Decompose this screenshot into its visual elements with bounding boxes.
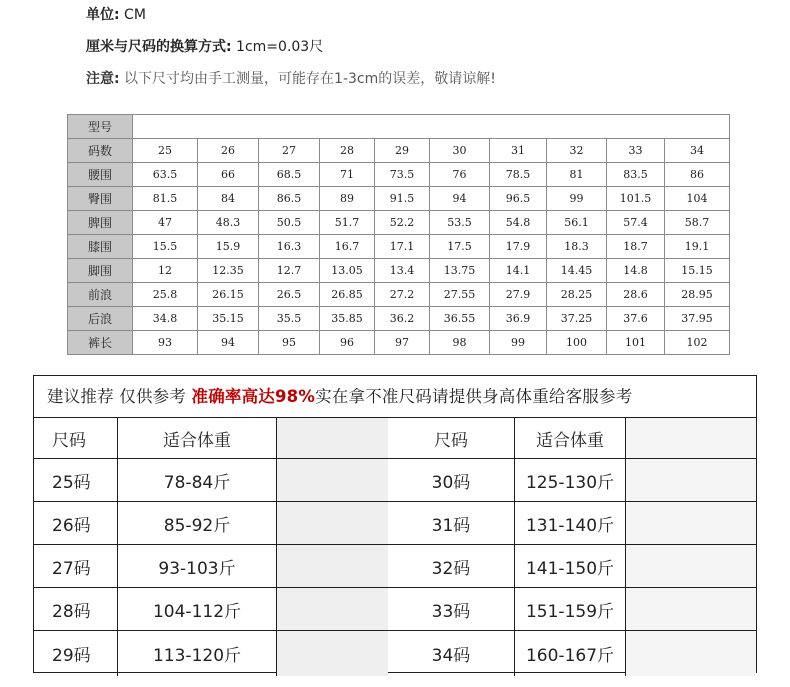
size-cell: 34.8 [133,307,198,331]
size-cell: 63.5 [133,163,198,187]
conversion-label: 厘米与尺码的换算方式: [86,39,232,55]
size-cell: 31 [490,139,547,163]
size-notes [86,8,496,86]
left-size-cell: 26码 [34,502,118,544]
size-cell: 48.3 [198,211,259,235]
right-weight-cell: 141-150斤 [515,545,626,587]
right-blank-cell [626,631,756,676]
size-cell: 14.45 [547,259,607,283]
size-row [68,163,730,187]
size-cell: 76 [430,163,490,187]
notice-text: 以下尺寸均由手工测量，可能存在1-3cm的误差，敬请谅解! [119,71,496,87]
left-weight-cell: 93-103斤 [118,545,277,587]
size-cell: 51.7 [320,211,375,235]
size-row [68,235,730,259]
left-size-cell: 27码 [34,545,118,587]
size-cell: 50.5 [259,211,320,235]
size-cell: 53.5 [430,211,490,235]
size-row [68,283,730,307]
size-cell: 27 [259,139,320,163]
size-cell: 17.9 [490,235,547,259]
size-cell: 99 [490,331,547,355]
size-cell: 27.9 [490,283,547,307]
recommendation-row [34,459,756,502]
size-cell: 19.1 [665,235,730,259]
size-cell: 30 [430,139,490,163]
size-cell: 36.55 [430,307,490,331]
size-cell: 83.5 [607,163,665,187]
size-cell: 26.85 [320,283,375,307]
left-blank-cell [277,418,388,458]
right-blank-cell [626,459,756,501]
size-cell: 18.7 [607,235,665,259]
right-weight-cell: 131-140斤 [515,502,626,544]
size-row-label: 臀围 [68,187,133,211]
size-cell: 33 [607,139,665,163]
right-size-cell: 34码 [388,631,515,676]
size-cell: 78.5 [490,163,547,187]
size-cell: 68.5 [259,163,320,187]
size-cell: 28.95 [665,283,730,307]
size-cell: 52.2 [375,211,430,235]
size-cell: 104 [665,187,730,211]
size-cell: 35.5 [259,307,320,331]
left-size-cell: 28码 [34,588,118,630]
size-row-label: 腰围 [68,163,133,187]
size-cell: 97 [375,331,430,355]
size-row-label: 前浪 [68,283,133,307]
size-cell: 34 [665,139,730,163]
size-cell: 93 [133,331,198,355]
weight-recommendation-table [33,375,757,673]
size-cell: 12 [133,259,198,283]
size-cell: 14.1 [490,259,547,283]
unit-note [86,8,496,22]
recommendation-row [34,502,756,545]
size-cell: 89 [320,187,375,211]
size-row [68,259,730,283]
left-blank-cell [277,631,388,676]
size-cell: 73.5 [375,163,430,187]
size-cell: 56.1 [547,211,607,235]
size-cell: 29 [375,139,430,163]
accuracy-highlight: 准确率高达98% [191,387,316,406]
right-size-cell: 30码 [388,459,515,501]
notice-label: 注意: [86,71,120,87]
size-cell: 32 [547,139,607,163]
size-cell: 25 [133,139,198,163]
size-row [68,139,730,163]
right-blank-cell [626,545,756,587]
left-weight-cell: 113-120斤 [118,631,277,676]
size-cell: 94 [198,331,259,355]
right-size-cell: 33码 [388,588,515,630]
left-weight-header: 适合体重 [118,418,277,458]
right-blank-cell [626,588,756,630]
right-weight-cell: 151-159斤 [515,588,626,630]
size-row [68,331,730,355]
size-cell: 94 [430,187,490,211]
size-cell: 16.3 [259,235,320,259]
right-size-cell: 31码 [388,502,515,544]
size-cell: 36.9 [490,307,547,331]
size-cell: 99 [547,187,607,211]
left-blank-cell [277,459,388,501]
right-weight-cell: 125-130斤 [515,459,626,501]
recommendation-header-row [34,418,756,459]
size-cell: 25.8 [133,283,198,307]
size-chart-table [67,114,730,355]
size-row [68,187,730,211]
size-cell: 27.55 [430,283,490,307]
size-cell: 13.4 [375,259,430,283]
size-cell: 26.5 [259,283,320,307]
size-row [68,211,730,235]
size-cell: 84 [198,187,259,211]
size-cell: 66 [198,163,259,187]
size-cell: 15.15 [665,259,730,283]
conversion-note [86,40,496,54]
right-blank-cell [626,502,756,544]
size-cell: 17.5 [430,235,490,259]
left-size-cell: 29码 [34,631,118,676]
size-cell: 47 [133,211,198,235]
recommendation-rows [34,459,756,676]
size-row-label: 脾围 [68,211,133,235]
size-row-label: 脚围 [68,259,133,283]
title-suffix: 实在拿不准尺码请提供身高体重给客服参考 [315,387,633,406]
recommendation-row [34,588,756,631]
recommendation-row [34,545,756,588]
unit-value: CM [119,7,146,23]
size-cell: 101 [607,331,665,355]
size-cell: 37.95 [665,307,730,331]
size-row [68,307,730,331]
size-cell: 26.15 [198,283,259,307]
recommendation-title [34,376,756,418]
right-blank-cell [626,418,756,458]
unit-label: 单位: [86,7,120,23]
size-cell: 36.2 [375,307,430,331]
size-cell: 16.7 [320,235,375,259]
size-cell: 37.25 [547,307,607,331]
size-cell: 28 [320,139,375,163]
size-cell: 95 [259,331,320,355]
size-cell: 37.6 [607,307,665,331]
right-weight-cell: 160-167斤 [515,631,626,676]
size-cell: 91.5 [375,187,430,211]
left-size-header: 尺码 [34,418,118,458]
size-cell: 15.5 [133,235,198,259]
left-weight-cell: 78-84斤 [118,459,277,501]
recommendation-grid [34,418,756,673]
size-cell: 102 [665,331,730,355]
size-cell: 58.7 [665,211,730,235]
size-cell: 35.85 [320,307,375,331]
right-size-header: 尺码 [388,418,515,458]
size-cell: 81.5 [133,187,198,211]
size-cell: 18.3 [547,235,607,259]
right-size-cell: 32码 [388,545,515,587]
size-cell: 12.7 [259,259,320,283]
size-row-label: 后浪 [68,307,133,331]
size-cell: 98 [430,331,490,355]
size-row-label: 码数 [68,139,133,163]
left-blank-cell [277,588,388,630]
size-cell: 13.05 [320,259,375,283]
size-cell: 57.4 [607,211,665,235]
size-cell: 54.8 [490,211,547,235]
size-cell: 96.5 [490,187,547,211]
size-cell: 101.5 [607,187,665,211]
right-weight-header: 适合体重 [515,418,626,458]
size-cell: 81 [547,163,607,187]
recommendation-row [34,631,756,676]
size-row-label: 膝围 [68,235,133,259]
model-label: 型号 [68,115,133,139]
left-size-cell: 25码 [34,459,118,501]
size-cell: 28.25 [547,283,607,307]
size-cell: 26 [198,139,259,163]
conversion-value: 1cm=0.03尺 [231,39,324,55]
size-cell: 96 [320,331,375,355]
model-value-cell [133,115,730,139]
size-cell: 13.75 [430,259,490,283]
size-cell: 14.8 [607,259,665,283]
size-cell: 27.2 [375,283,430,307]
size-cell: 17.1 [375,235,430,259]
size-cell: 12.35 [198,259,259,283]
size-cell: 86.5 [259,187,320,211]
size-cell: 35.15 [198,307,259,331]
size-row-label: 裤长 [68,331,133,355]
size-cell: 86 [665,163,730,187]
left-blank-cell [277,545,388,587]
size-cell: 15.9 [198,235,259,259]
left-weight-cell: 104-112斤 [118,588,277,630]
title-prefix: 建议推荐 仅供参考 [47,387,192,406]
size-cell: 28.6 [607,283,665,307]
left-weight-cell: 85-92斤 [118,502,277,544]
size-cell: 71 [320,163,375,187]
left-blank-cell [277,502,388,544]
measurement-notice [86,72,496,86]
size-cell: 100 [547,331,607,355]
model-row [68,115,730,139]
